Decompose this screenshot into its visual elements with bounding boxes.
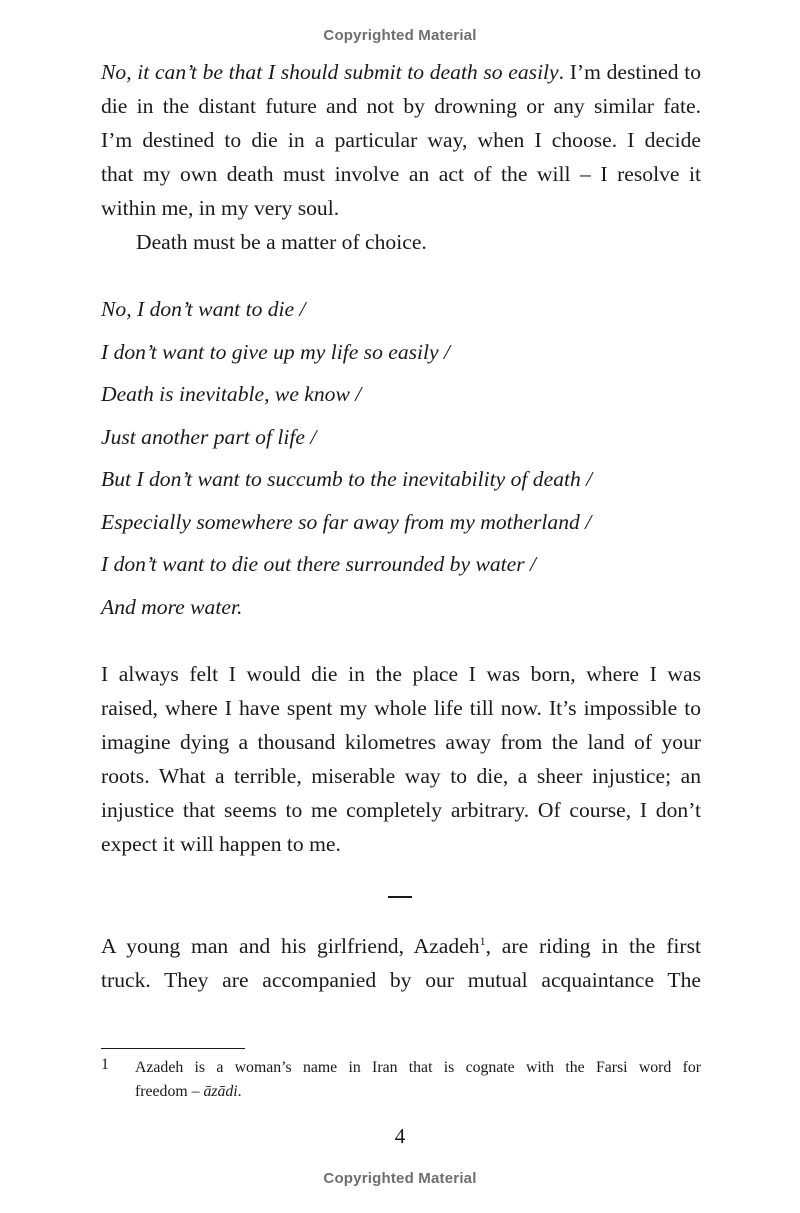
- paragraph-line: raised, where I have spent my whole life till now. It’s impossible to: [101, 696, 701, 720]
- text-span: .: [237, 1083, 242, 1100]
- paragraph-3: [101, 929, 701, 997]
- paragraph-line: imagine dying a thousand kilometres away from the land of your: [101, 730, 701, 754]
- text-span: . I’m destined to: [558, 60, 702, 84]
- paragraph-1: [101, 55, 701, 259]
- footnote-line: [135, 1080, 701, 1104]
- page-number: 4: [394, 1124, 406, 1148]
- footnote: [101, 1056, 701, 1104]
- footnote-separator: [101, 1048, 245, 1049]
- poem-line: I don’t want to die out there surrounded by water /: [101, 552, 537, 576]
- paragraph-line: expect it will happen to me.: [101, 832, 341, 856]
- text-span: , are riding in the first: [485, 934, 701, 958]
- poem: [101, 292, 701, 632]
- copyright-watermark-bottom: Copyrighted Material: [323, 1170, 477, 1187]
- paragraph-line: I always felt I would die in the place I was born, where I was: [101, 662, 701, 686]
- poem-line: But I don’t want to succumb to the inevitability of death /: [101, 467, 593, 491]
- paragraph-line: that my own death must involve an act of the will – I resolve it: [101, 162, 701, 186]
- paragraph-2: [101, 657, 701, 861]
- paragraph-line: die in the distant future and not by drowning or any similar fate.: [101, 94, 701, 118]
- text-span: freedom –: [135, 1083, 204, 1100]
- poem-line: Especially somewhere so far away from my motherland /: [101, 509, 592, 534]
- paragraph-line: roots. What a terrible, miserable way to die, a sheer injustice; an: [101, 764, 701, 788]
- italic-phrase: No, it can’t be that I should submit to death so easily: [101, 60, 559, 84]
- poem-line: No, I don’t want to die /: [101, 297, 306, 321]
- paragraph-line: truck. They are accompanied by our mutual acquaintance The: [101, 968, 701, 992]
- paragraph-line: I’m destined to die in a particular way, when I choose. I decide: [101, 128, 701, 152]
- poem-line: Death is inevitable, we know /: [101, 382, 362, 406]
- poem-line: Just another part of life /: [101, 424, 317, 449]
- italic-word: āzādi: [203, 1083, 238, 1100]
- footnote-number: 1: [101, 1056, 109, 1073]
- footnote-line: Azadeh is a woman’s name in Iran that is cognate with the Farsi word for: [135, 1059, 701, 1076]
- footnote-reference[interactable]: 1: [479, 933, 486, 948]
- text-span: A young man and his girlfriend, Azadeh: [101, 934, 480, 958]
- paragraph-line: Death must be a matter of choice.: [136, 230, 427, 254]
- paragraph-line: [101, 929, 701, 963]
- footnote-body: [135, 1056, 701, 1104]
- section-divider: [388, 896, 412, 898]
- poem-line: I don’t want to give up my life so easily /: [101, 339, 451, 364]
- paragraph-line: within me, in my very soul.: [101, 196, 340, 220]
- poem-line: And more water.: [101, 594, 243, 619]
- paragraph-line: injustice that seems to me completely arbitrary. Of course, I don’t: [101, 798, 701, 822]
- copyright-watermark-top: Copyrighted Material: [323, 27, 477, 44]
- paragraph-line: [101, 55, 701, 89]
